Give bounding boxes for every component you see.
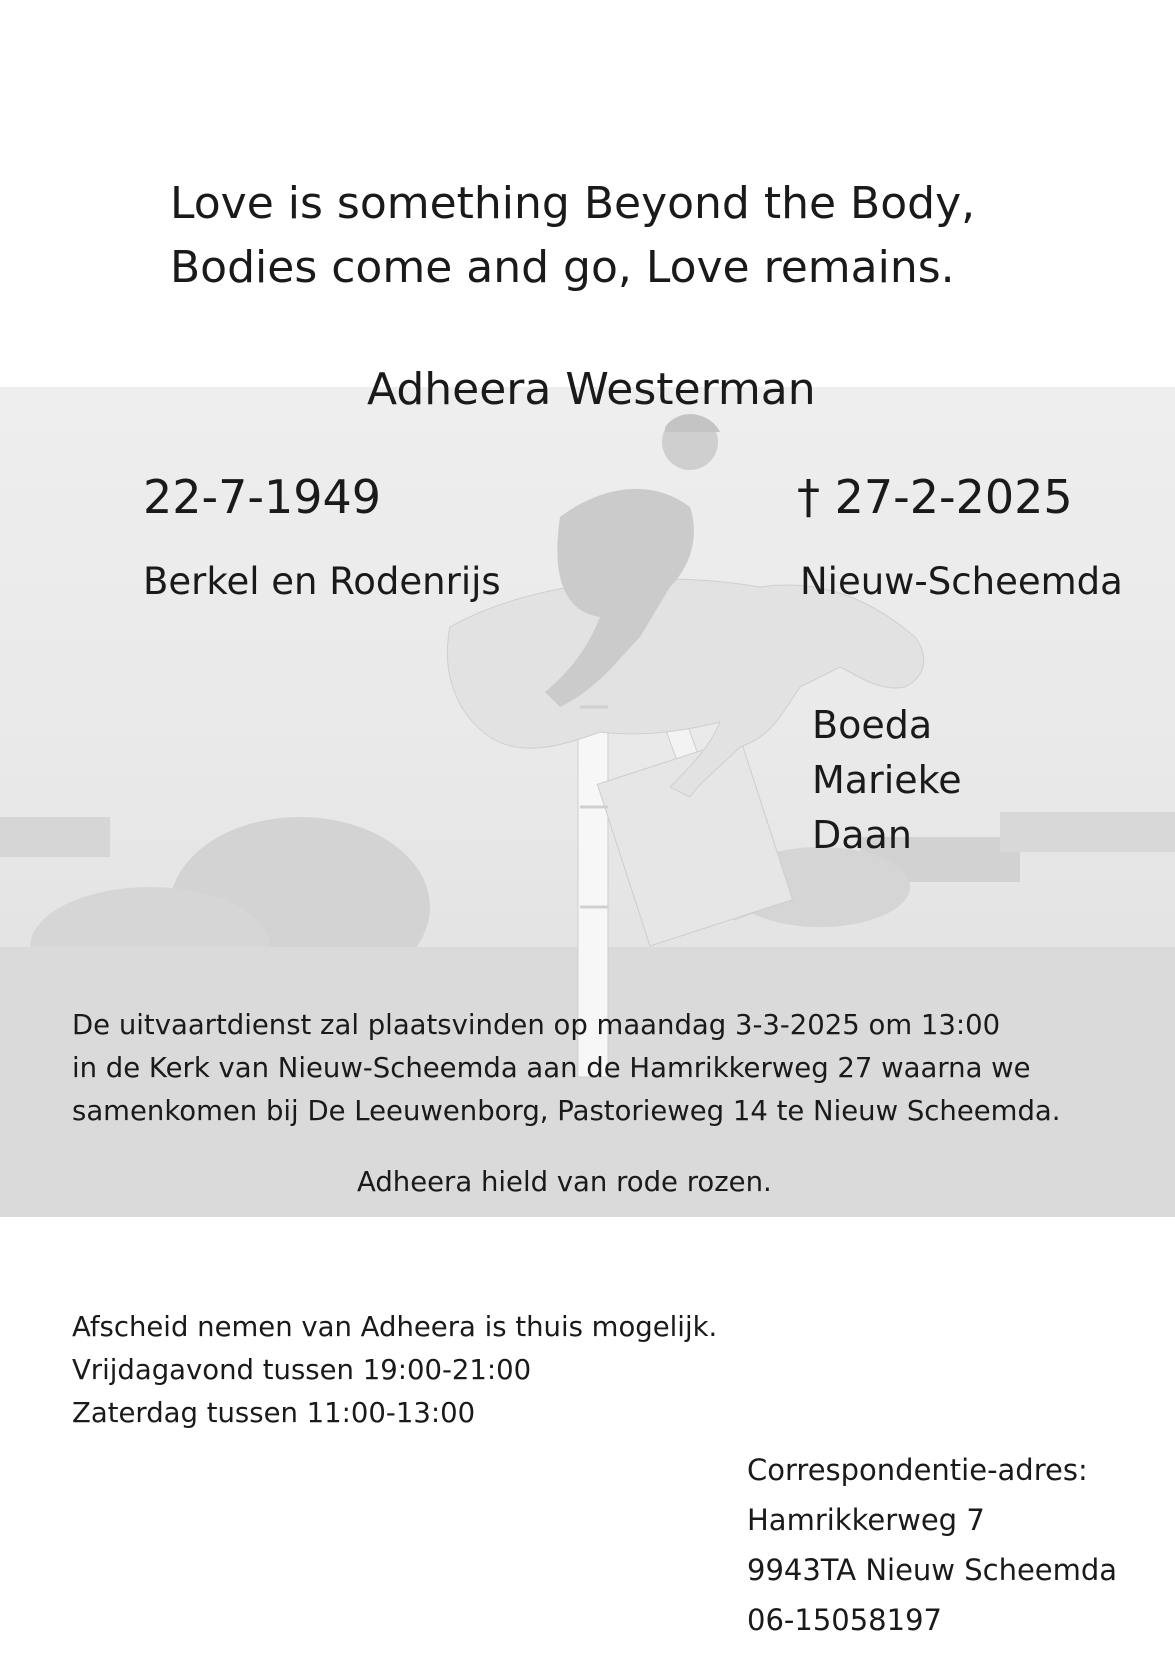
birth-date: 22-7-1949 <box>143 470 382 524</box>
service-line-3: samenkomen bij De Leeuwenborg, Pastorieweg 14 te Nieuw Scheemda. <box>72 1095 1061 1127</box>
service-line-2: in de Kerk van Nieuw-Scheemda aan de Hamrikkerweg 27 waarna we <box>72 1052 1031 1084</box>
family-member: Boeda <box>812 703 933 747</box>
birth-place: Berkel en Rodenrijs <box>143 560 501 603</box>
quote-line-2: Bodies come and go, Love remains. <box>170 242 955 293</box>
deceased-name: Adheera Westerman <box>367 364 816 415</box>
farewell-line-3: Zaterdag tussen 11:00-13:00 <box>72 1397 476 1429</box>
farewell-line-1: Afscheid nemen van Adheera is thuis mogelijk. <box>72 1311 718 1343</box>
roses-note: Adheera hield van rode rozen. <box>357 1166 772 1198</box>
death-date: † 27-2-2025 <box>797 470 1073 524</box>
memorial-quote <box>170 172 975 300</box>
address-street: Hamrikkerweg 7 <box>747 1503 985 1537</box>
funeral-service-info <box>72 1004 1061 1133</box>
family-member: Marieke <box>812 758 962 802</box>
death-place: Nieuw-Scheemda <box>800 560 1123 603</box>
quote-line-1: Love is something Beyond the Body, <box>170 178 976 229</box>
family-list <box>812 698 962 863</box>
farewell-line-2: Vrijdagavond tussen 19:00-21:00 <box>72 1354 532 1386</box>
address-phone: 06-15058197 <box>747 1603 942 1637</box>
farewell-info <box>72 1306 717 1435</box>
address-postal-city: 9943TA Nieuw Scheemda <box>747 1553 1118 1587</box>
family-member: Daan <box>812 813 912 857</box>
service-line-1: De uitvaartdienst zal plaatsvinden op maandag 3-3-2025 om 13:00 <box>72 1009 1001 1041</box>
correspondence-address <box>747 1445 1117 1645</box>
address-heading: Correspondentie-adres: <box>747 1453 1088 1487</box>
